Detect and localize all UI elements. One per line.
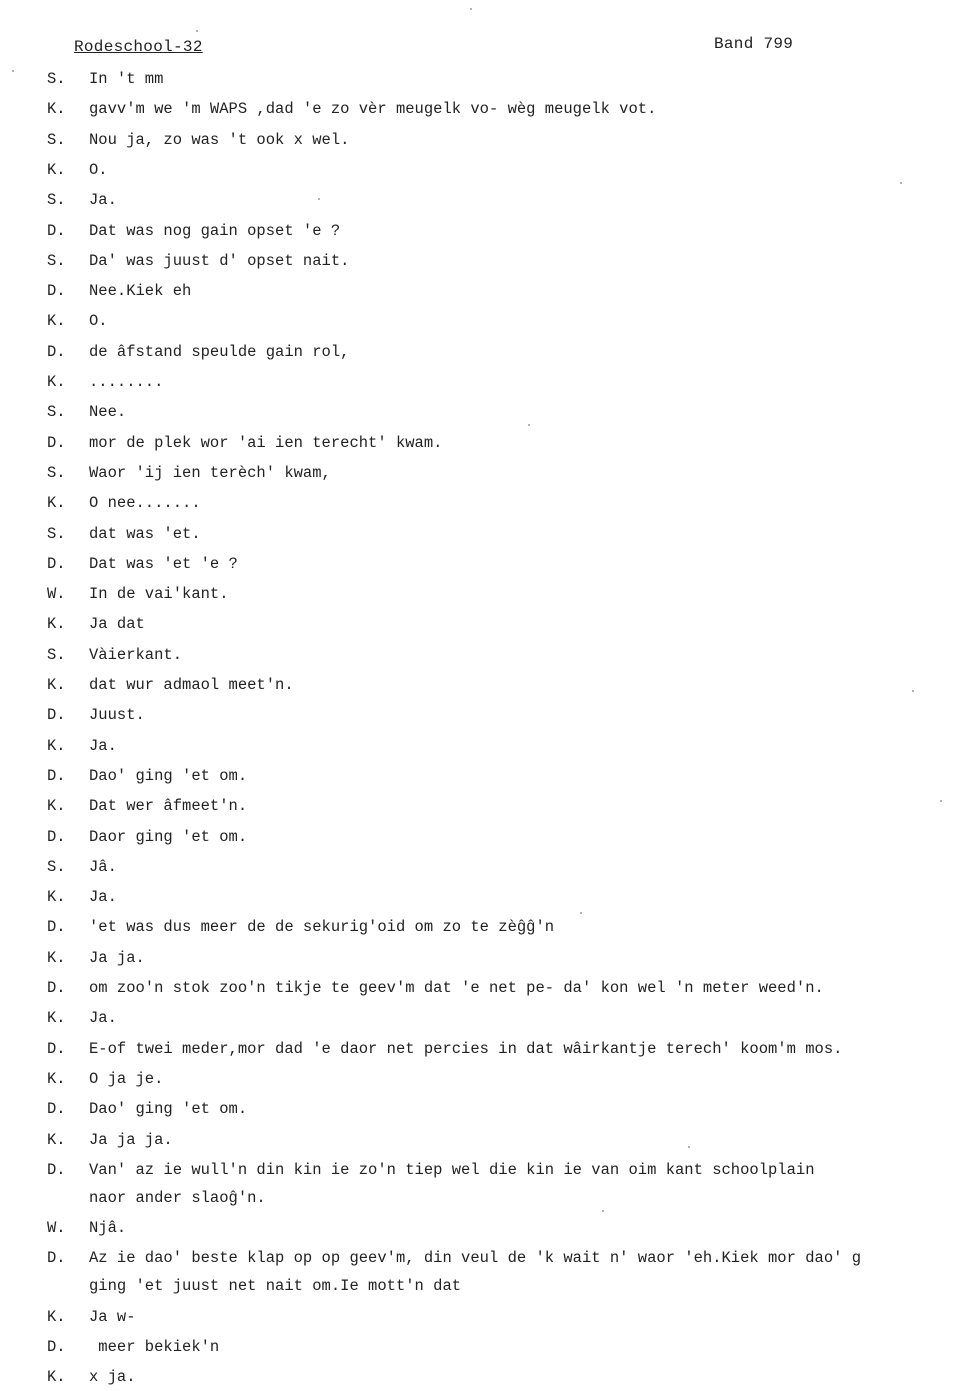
speaker-label: D. (47, 1039, 66, 1058)
speaker-label: D. (47, 342, 66, 361)
speaker-label: K. (47, 1069, 66, 1088)
utterance-text: Ja. (89, 191, 117, 210)
utterance-text: E-of twei meder,mor dad 'e daor net percies in dat wâirkantje terech' koom'm mos. (89, 1039, 843, 1058)
speaker-label: K. (47, 1130, 66, 1149)
scan-speck (912, 690, 914, 692)
utterance-text: Juust. (89, 706, 145, 725)
speaker-label: K. (47, 1009, 66, 1028)
utterance-text: Dat wer âfmeet'n. (89, 797, 248, 816)
scan-speck (940, 800, 942, 802)
utterance-text: Dao' ging 'et om. (89, 766, 248, 785)
speaker-label: K. (47, 736, 66, 755)
utterance-text: om zoo'n stok zoo'n tikje te geev'm dat 'e net pe- da' kon wel 'n meter weed'n. (89, 979, 824, 997)
utterance-text: Ja dat (89, 615, 145, 634)
utterance-text: In 't mm (89, 70, 164, 88)
utterance-text: Daor ging 'et om. (89, 827, 248, 846)
speaker-label: S. (47, 130, 66, 149)
speaker-label: D. (47, 827, 66, 846)
utterance-text: gavv'm we 'm WAPS ,dad 'e zo vèr meugelk vo- wèg meugelk vot. (89, 100, 657, 119)
utterance-text: Ja w- (89, 1307, 136, 1326)
speaker-label: K. (47, 615, 66, 634)
utterance-text: In de vai'kant. (89, 585, 229, 604)
speaker-label: D. (47, 282, 66, 301)
speaker-label: K. (47, 373, 66, 391)
utterance-text: O nee....... (89, 494, 201, 513)
speaker-label: D. (47, 706, 66, 725)
speaker-label: S. (47, 70, 66, 88)
utterance-text: Da' was juust d' opset nait. (89, 251, 350, 270)
speaker-label: W. (47, 585, 66, 604)
utterance-text: naor ander slaoĝ'n. (89, 1188, 266, 1207)
speaker-label: K. (47, 676, 66, 694)
speaker-label: W. (47, 1219, 66, 1238)
speaker-label: K. (47, 312, 66, 331)
utterance-text: Az ie dao' beste klap op op geev'm, din veul de 'k wait n' waor 'eh.Kiek mor dao' g (89, 1249, 862, 1268)
speaker-label: K. (47, 100, 66, 119)
utterance-text: Dao' ging 'et om. (89, 1100, 248, 1119)
utterance-text: Nou ja, zo was 't ook x wel. (89, 130, 350, 149)
scan-speck (12, 70, 14, 72)
utterance-text: Nee. (89, 403, 127, 422)
speaker-label: D. (47, 1249, 66, 1268)
speaker-label: D. (47, 433, 66, 452)
scan-speck (196, 30, 198, 32)
utterance-text: Vàierkant. (89, 645, 183, 664)
utterance-text: Ja. (89, 736, 117, 755)
speaker-label: D. (47, 979, 66, 997)
utterance-text: Jâ. (89, 857, 117, 876)
scan-speck (602, 1210, 604, 1212)
utterance-text: Dat was 'et 'e ? (89, 554, 238, 573)
speaker-label: S. (47, 191, 66, 210)
speaker-label: K. (47, 797, 66, 816)
speaker-label: S. (47, 857, 66, 876)
utterance-text: x ja. (89, 1368, 136, 1387)
speaker-label: D. (47, 1338, 66, 1356)
speaker-label: D. (47, 221, 66, 240)
speaker-label: S. (47, 251, 66, 270)
utterance-text: Van' az ie wull'n din kin ie zo'n tiep wel die kin ie van oim kant schoolplain (89, 1160, 815, 1179)
utterance-text: O. (89, 312, 108, 331)
utterance-text: Nee.Kiek eh (89, 282, 192, 301)
speaker-label: S. (47, 645, 66, 664)
scan-speck (900, 182, 902, 184)
document-header-band: Band 799 (714, 35, 794, 53)
speaker-label: K. (47, 948, 66, 967)
scan-speck (528, 424, 530, 426)
speaker-label: D. (47, 918, 66, 937)
speaker-label: D. (47, 554, 66, 573)
utterance-text: O. (89, 160, 108, 179)
utterance-text: Ja ja. (89, 948, 145, 967)
speaker-label: S. (47, 403, 66, 422)
utterance-text: Waor 'ij ien terèch' kwam, (89, 463, 331, 482)
utterance-text: ging 'et juust net nait om.Ie mott'n dat (89, 1277, 462, 1296)
speaker-label: D. (47, 1100, 66, 1119)
scan-speck (318, 198, 320, 200)
scan-speck (688, 1146, 690, 1148)
utterance-text: mor de plek wor 'ai ien terecht' kwam. (89, 433, 443, 452)
utterance-text: meer bekiek'n (89, 1338, 220, 1356)
utterance-text: dat was 'et. (89, 524, 201, 543)
utterance-text: Ja ja ja. (89, 1130, 173, 1149)
utterance-text: 'et was dus meer de de sekurig'oid om zo te zèĝĝ'n (89, 918, 555, 937)
speaker-label: S. (47, 463, 66, 482)
utterance-text: de âfstand speulde gain rol, (89, 342, 350, 361)
utterance-text: Dat was nog gain opset 'e ? (89, 221, 341, 240)
speaker-label: K. (47, 888, 66, 907)
utterance-text: dat wur admaol meet'n. (89, 676, 294, 694)
speaker-label: K. (47, 1307, 66, 1326)
speaker-label: K. (47, 494, 66, 513)
utterance-text: Ja. (89, 888, 117, 907)
utterance-text: Njâ. (89, 1219, 127, 1238)
speaker-label: D. (47, 766, 66, 785)
speaker-label: K. (47, 160, 66, 179)
utterance-text: ........ (89, 373, 164, 391)
scan-speck (580, 912, 582, 914)
utterance-text: O ja je. (89, 1069, 164, 1088)
document-header-title: Rodeschool-32 (74, 38, 203, 56)
speaker-label: S. (47, 524, 66, 543)
speaker-label: D. (47, 1160, 66, 1179)
scan-speck (470, 8, 472, 10)
utterance-text: Ja. (89, 1009, 117, 1028)
speaker-label: K. (47, 1368, 66, 1387)
